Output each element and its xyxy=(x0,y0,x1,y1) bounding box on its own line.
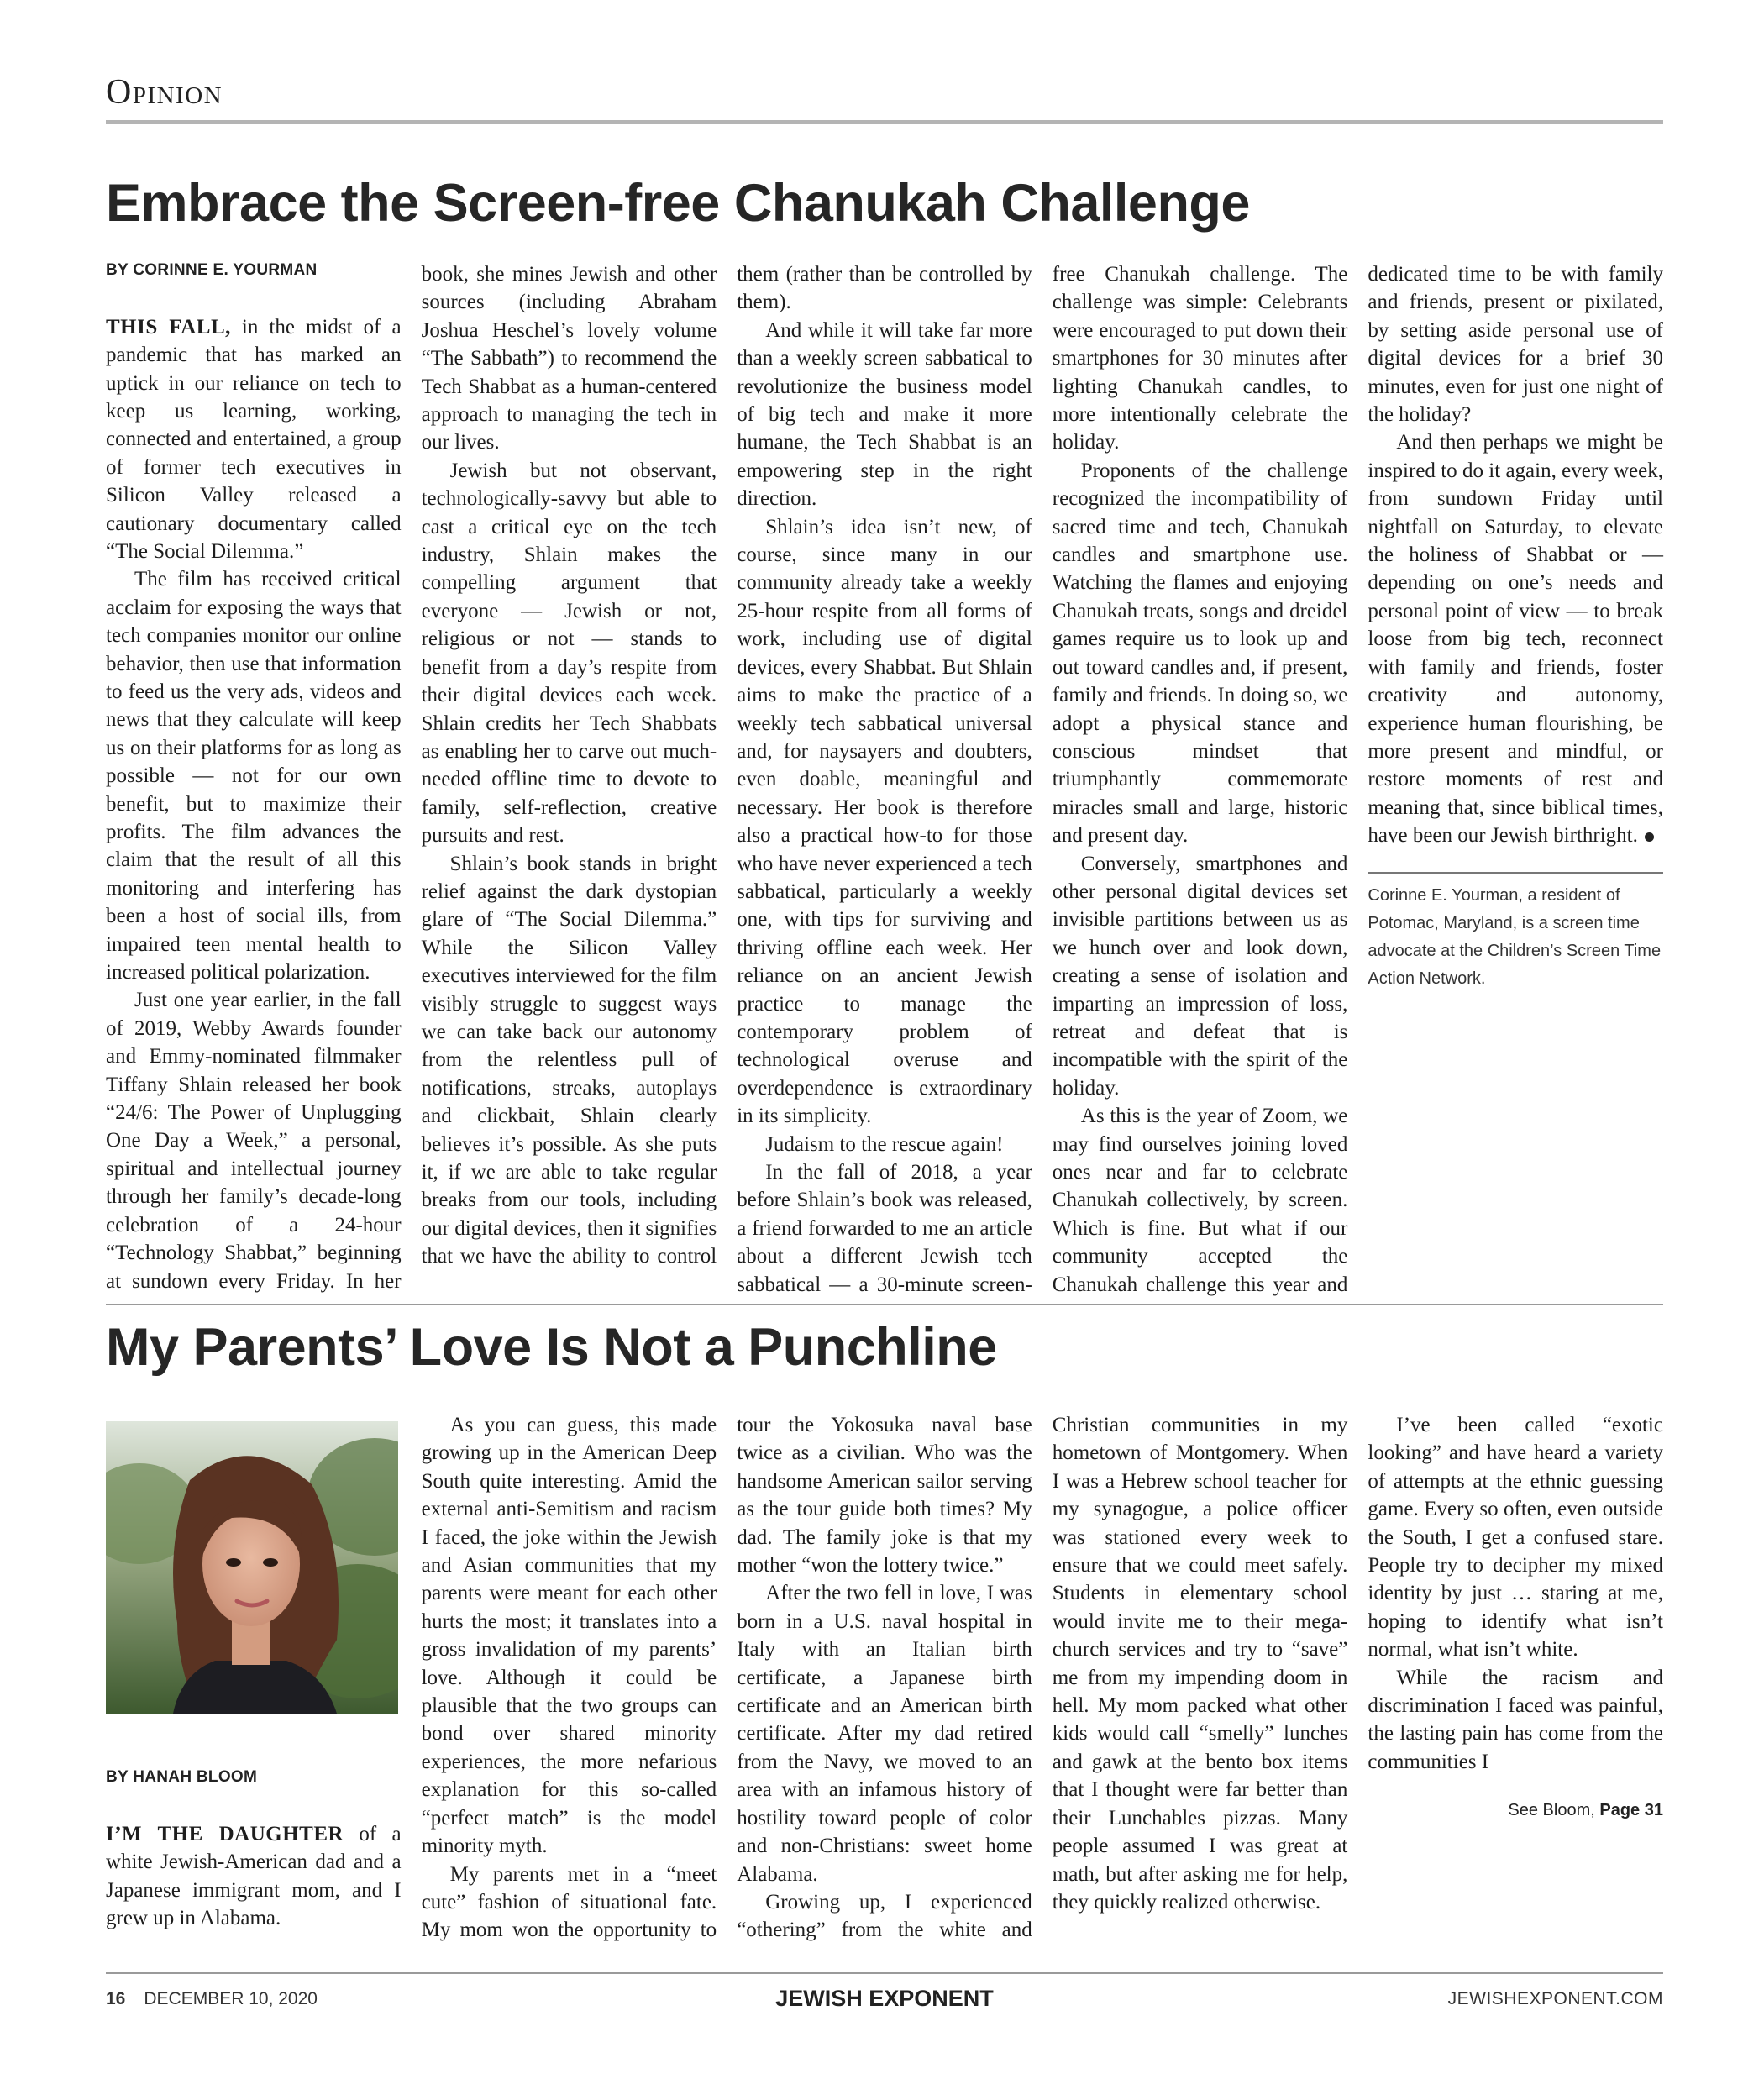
author-note: Corinne E. Yourman, a resident of Potomac, Maryland, is a screen time advocate at the Children’s Screen Time Action Network. xyxy=(1368,872,1663,993)
section-rule xyxy=(106,120,1663,124)
article1-paragraph: Judaism to the rescue again! xyxy=(765,1132,1004,1156)
article-divider xyxy=(106,1304,1663,1305)
newspaper-page xyxy=(106,0,1663,2079)
article1-paragraph: In the fall of 2018, a year before Shlain’s book was released, a friend forwarded to me an article about a different Jewish tech sabbatical — a 30-minute screen-free Chanukah challenge. The challenge was simple: Celebrants were encouraged to put down their smartphones for 30 minutes after lighting Chanukah candles, to more intentionally celebrate the holiday. xyxy=(737,263,1348,1296)
article1-paragraph: As this is the year of Zoom, we may find ourselves joining loved ones near and far to celebrate Chanukah collectively, by screen. Which is fine. But what if our community accepted the Chanukah challenge this year and dedicated time to be with family and friends, present or pixilated, by setting aside personal use of digital devices for a brief 30 minutes, even for just one night of the holiday? xyxy=(1052,263,1663,1296)
article2-paragraph: I’ve been called “exotic looking” and have heard a variety of attempts at the ethnic guessing game. Every so often, even outside the South, I get a confused stare. People try to decipher my mixed identity by just … staring at me, hoping to identify what isn’t normal, what isn’t white. xyxy=(1368,1414,1663,1662)
issue-date: DECEMBER 10, 2020 xyxy=(144,1989,318,2008)
article1-lead-caps: THIS FALL, xyxy=(106,315,231,339)
publication-name: JEWISH EXPONENT xyxy=(775,1986,994,2011)
article2-paragraph: Growing up, I experienced “othering” from the white and Christian communities in my hometown of Montgomery. When I was a Hebrew school teacher for my synagogue, a police officer was stationed every week to ensure that we could meet safely. Students in elementary school would invite me to their mega-church services and try to “save” me from my impending doom in hell. My mom packed what other kids would call “smelly” lunches and gawk at the bento box items that I thought were far better than their Lunchables pizzas. Many people assumed I was great at math, but after asking me for help, they quickly realized otherwise. xyxy=(737,1414,1348,1942)
page-footer xyxy=(106,1986,1663,2014)
article2-paragraph: My parents met in a “meet cute” fashion of situational fate. My mom won the opportunity to tour the Yokosuka naval base twice as a civilian. Who was the handsome American sailor serving as the tour guide both times? My dad. The family joke is that my mother “won the lottery twice.” xyxy=(421,1414,1032,1942)
website-link[interactable]: JEWISHEXPONENT.COM xyxy=(1447,1989,1663,2008)
footer-rule xyxy=(106,1972,1663,1974)
page-number: 16 xyxy=(106,1989,126,2008)
section-label: Opinion xyxy=(106,73,223,112)
author-portrait-image xyxy=(106,1421,398,1714)
article1-paragraph: Shlain’s book stands in bright relief against the dark dystopian glare of “The Social Dilemma.” While the Silicon Valley executives interviewed for the film visibly struggle to suggest ways we can take back our autonomy from the relentless pull of notifications, streaks, autoplays and clickbait, Shlain clearly believes it’s possible. As she puts it, if we are able to take regular breaks from our tools, including our digital devices, then it signifies that we have the ability to control them (rather than be controlled by them). xyxy=(421,263,1032,1268)
article1-byline: BY CORINNE E. YOURMAN xyxy=(106,261,318,279)
author-photo xyxy=(106,1421,398,1714)
article2-paragraph: While the racism and discrimination I faced was painful, the lasting pain has come from the communities I xyxy=(1368,1666,1663,1773)
article2-byline: BY HANAH BLOOM xyxy=(106,1768,258,1786)
article1-paragraph: And while it will take far more than a weekly screen sabbatical to revolutionize the business model of big tech and make it more humane, the Tech Shabbat is an empowering step in the right direction. xyxy=(737,318,1032,511)
article1-paragraph: Just one year earlier, in the fall of 2019, Webby Awards founder and Emmy-nominated filmmaker Tiffany Shlain released her book “24/6: The Power of Unplugging One Day a Week,” a personal, spiritual and intellectual journey through her family’s decade-long celebration of a 24-hour “Technology Shabbat,” beginning at sundown every Friday. In her book, she mines Jewish and other sources (including Abraham Joshua Heschel’s lovely volume “The Sabbath”) to recommend the Tech Shabbat as a human-centered approach to managing the tech in our lives. xyxy=(106,263,717,1293)
article1-headline: Embrace the Screen-free Chanukah Challenge xyxy=(106,174,1250,233)
article2-paragraph: I’M THE DAUGHTER of a white Jewish-American dad and a Japanese immigrant mom, and I grew up in Alabama. xyxy=(106,1822,402,1929)
article1-paragraph: The film has received critical acclaim for exposing the ways that tech companies monitor our online behavior, then use that information to feed us the very ads, videos and news that they calculate will keep us on their platforms for as long as possible — not for our own benefit, but to maximize their profits. The film advances the claim that the result of all this monitoring and interfering has been a host of social ills, from impaired teen mental health to increased political polarization. xyxy=(106,568,402,984)
article1-body xyxy=(106,260,1663,1305)
article2-paragraph: As you can guess, this made growing up in the American Deep South quite interesting. Amid the external anti-Semitism and racism I faced, the joke within the Jewish and Asian communities that my parents were meant for each other hurts the most; it translates into a gross invalidation of my parents’ love. Although it could be plausible that the two groups can bond over shared minority experiences, the more nefarious explanation for this so-called “perfect match” is the model minority myth. xyxy=(421,1414,717,1858)
article2-headline: My Parents’ Love Is Not a Punchline xyxy=(106,1318,997,1377)
article1-paragraph: THIS FALL, in the midst of a pandemic that has marked an uptick in our reliance on tech to keep us learning, working, connected and entertained, a group of former tech executives in Silicon Valley released a cautionary documentary called “The Social Dilemma.” xyxy=(106,315,402,563)
article1-paragraph: Jewish but not observant, technologically-savvy but able to cast a critical eye on the tech industry, Shlain makes the compelling argument that everyone — Jewish or not, religious or not — stands to benefit from a day’s respite from their digital devices each week. Shlain credits her Tech Shabbats as enabling her to carve out much-needed offline time to devote to family, self-reflection, creative pursuits and rest. xyxy=(421,459,717,848)
article1-paragraph: Shlain’s idea isn’t new, of course, since many in our community already take a weekly 25-hour respite from all forms of work, including use of digital devices, every Shabbat. But Shlain aims to make the practice of a weekly tech sabbatical universal and, for naysayers and doubters, even doable, meaningful and necessary. Her book is therefore also a practical how-to for those who have never experienced a tech sabbatical, particularly a weekly one, with tips for surviving and thriving offline each week. Her reliance on an ancient Jewish practice to manage the contemporary problem of technological overuse and overdependence is extraordinary in its simplicity. xyxy=(737,515,1032,1128)
continued-page-link[interactable]: Page 31 xyxy=(1599,1801,1663,1820)
article2-paragraph: After the two fell in love, I was born in a U.S. naval hospital in Italy with an Italian birth certificate, a Japanese birth certificate and an American birth certificate. After my dad retired from the Navy, we moved to an area with an infamous history of hostility toward people of color and non-Christians: sweet home Alabama. xyxy=(737,1582,1032,1886)
article1-paragraph: Proponents of the challenge recognized the incompatibility of sacred time and tech, Chanukah candles and smartphone use. Watching the flames and enjoying Chanukah treats, songs and dreidel games require us to look up and out toward candles and, if present, family and friends. In doing so, we adopt a physical stance and conscious mindset that triumphantly commemorate miracles small and large, historic and present day. xyxy=(1052,459,1348,848)
article2-body xyxy=(106,1411,1663,1945)
article2-lead-caps: I’M THE DAUGHTER xyxy=(106,1822,344,1845)
end-mark-icon xyxy=(1645,832,1654,842)
continued-line: See Bloom, Page 31 xyxy=(1508,1801,1663,1820)
article1-paragraph: And then perhaps we might be inspired to do it again, every week, from sundown Friday until nightfall on Saturday, to elevate the holiness of Shabbat or — depending on one’s needs and personal point of view — to break loose from big tech, reconnect with family and friends, foster creativity and autonomy, experience human flourishing, be more present and mindful, or restore moments of rest and meaning that, since biblical times, have been our Jewish birthright. xyxy=(1368,431,1663,848)
article1-paragraph: Conversely, smartphones and other personal digital devices set invisible partitions between us as we hunch over and look down, creating a sense of isolation and imparting an impression of loss, retreat and defeat that is incompatible with the spirit of the holiday. xyxy=(1052,852,1348,1100)
